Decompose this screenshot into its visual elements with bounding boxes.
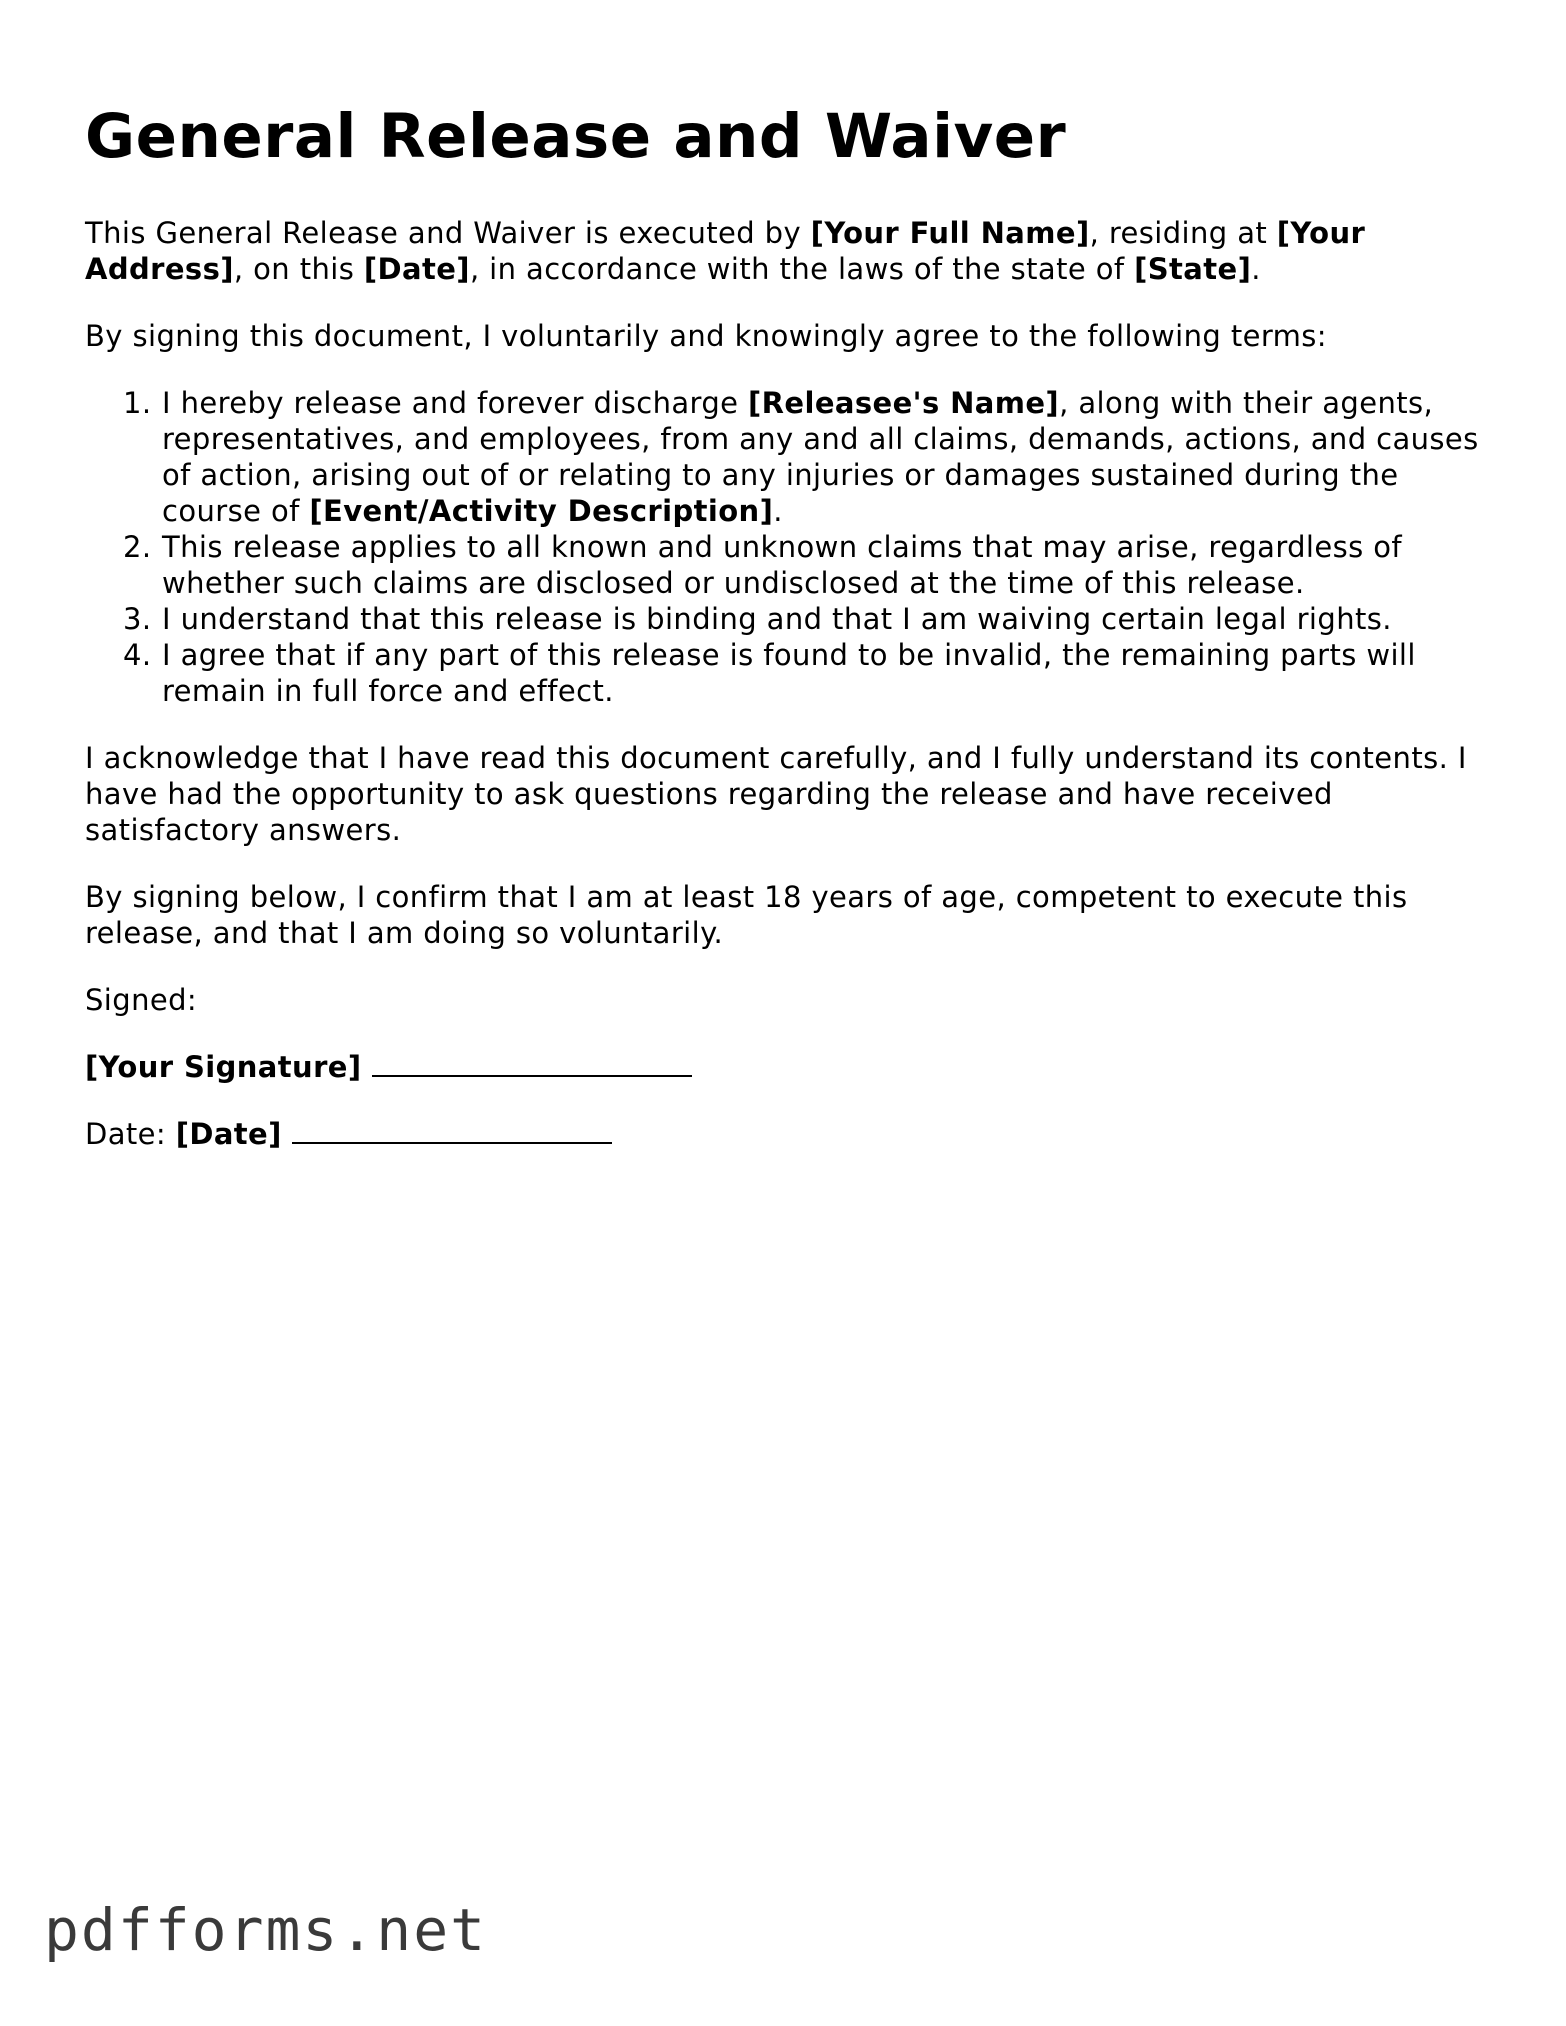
date-blank[interactable] bbox=[292, 1116, 612, 1144]
term-number: 4. bbox=[123, 638, 152, 673]
intro-paragraph bbox=[85, 215, 1485, 287]
date-line bbox=[85, 1116, 1485, 1152]
term-item-1 bbox=[85, 385, 1485, 529]
acknowledge-paragraph: I acknowledge that I have read this document carefully, and I fully understand its contents. I have had the opportunity to ask questions regarding the release and have received satisfactory answers. bbox=[85, 741, 1467, 848]
age-confirm-paragraph: By signing below, I confirm that I am at least 18 years of age, competent to execute this release, and that I am doing so voluntarily. bbox=[85, 880, 1408, 951]
term-number: 1. bbox=[123, 386, 152, 421]
term-1-text-2: , along with their agents, representatives, and employees, from any and all claims, demands, actions, and causes of action, arising out of or relating to any injuries or damages sustained during the course of bbox=[162, 386, 1479, 529]
event-description-placeholder: [Event/Activity Description] bbox=[309, 494, 774, 529]
terms-list bbox=[85, 385, 1485, 709]
full-name-placeholder: [Your Full Name] bbox=[810, 216, 1090, 251]
intro-text-4: , in accordance with the laws of the state of bbox=[469, 252, 1135, 287]
signed-label: Signed: bbox=[85, 983, 198, 1018]
date-placeholder-intro: [Date] bbox=[363, 252, 470, 287]
releasee-name-placeholder: [Releasee's Name] bbox=[748, 386, 1060, 421]
intro-text-2: , residing at bbox=[1089, 216, 1277, 251]
term-item-4 bbox=[85, 637, 1485, 709]
agree-paragraph: By signing this document, I voluntarily and knowingly agree to the following terms: bbox=[85, 319, 1327, 354]
intro-text-1: This General Release and Waiver is executed by bbox=[85, 216, 811, 251]
term-item-3 bbox=[85, 601, 1485, 637]
address-placeholder: [Your Address] bbox=[85, 216, 1366, 287]
term-3-text: I understand that this release is binding and that I am waiving certain legal rights. bbox=[162, 602, 1392, 637]
term-item-2 bbox=[85, 529, 1485, 601]
signature-line bbox=[85, 1049, 1485, 1085]
signature-placeholder: [Your Signature] bbox=[85, 1050, 362, 1085]
state-placeholder: [State] bbox=[1134, 252, 1252, 287]
intro-text-5: . bbox=[1251, 252, 1261, 287]
term-number: 3. bbox=[123, 602, 152, 637]
document-title: General Release and Waiver bbox=[85, 101, 1067, 172]
document-page bbox=[85, 100, 1485, 1183]
signature-blank[interactable] bbox=[372, 1049, 692, 1077]
watermark-text: pdfforms.net bbox=[44, 1896, 488, 1964]
term-1-text-3: . bbox=[773, 494, 783, 529]
date-placeholder: [Date] bbox=[175, 1117, 282, 1152]
intro-text-3: , on this bbox=[233, 252, 364, 287]
term-4-text: I agree that if any part of this release is found to be invalid, the remaining parts will remain in full force and effect. bbox=[162, 638, 1416, 709]
term-1-text-1: I hereby release and forever discharge bbox=[162, 386, 749, 421]
term-2-text: This release applies to all known and unknown claims that may arise, regardless of whether such claims are disclosed or undisclosed at the time of this release. bbox=[162, 530, 1403, 601]
date-label: Date: bbox=[85, 1117, 176, 1152]
term-number: 2. bbox=[123, 530, 152, 565]
